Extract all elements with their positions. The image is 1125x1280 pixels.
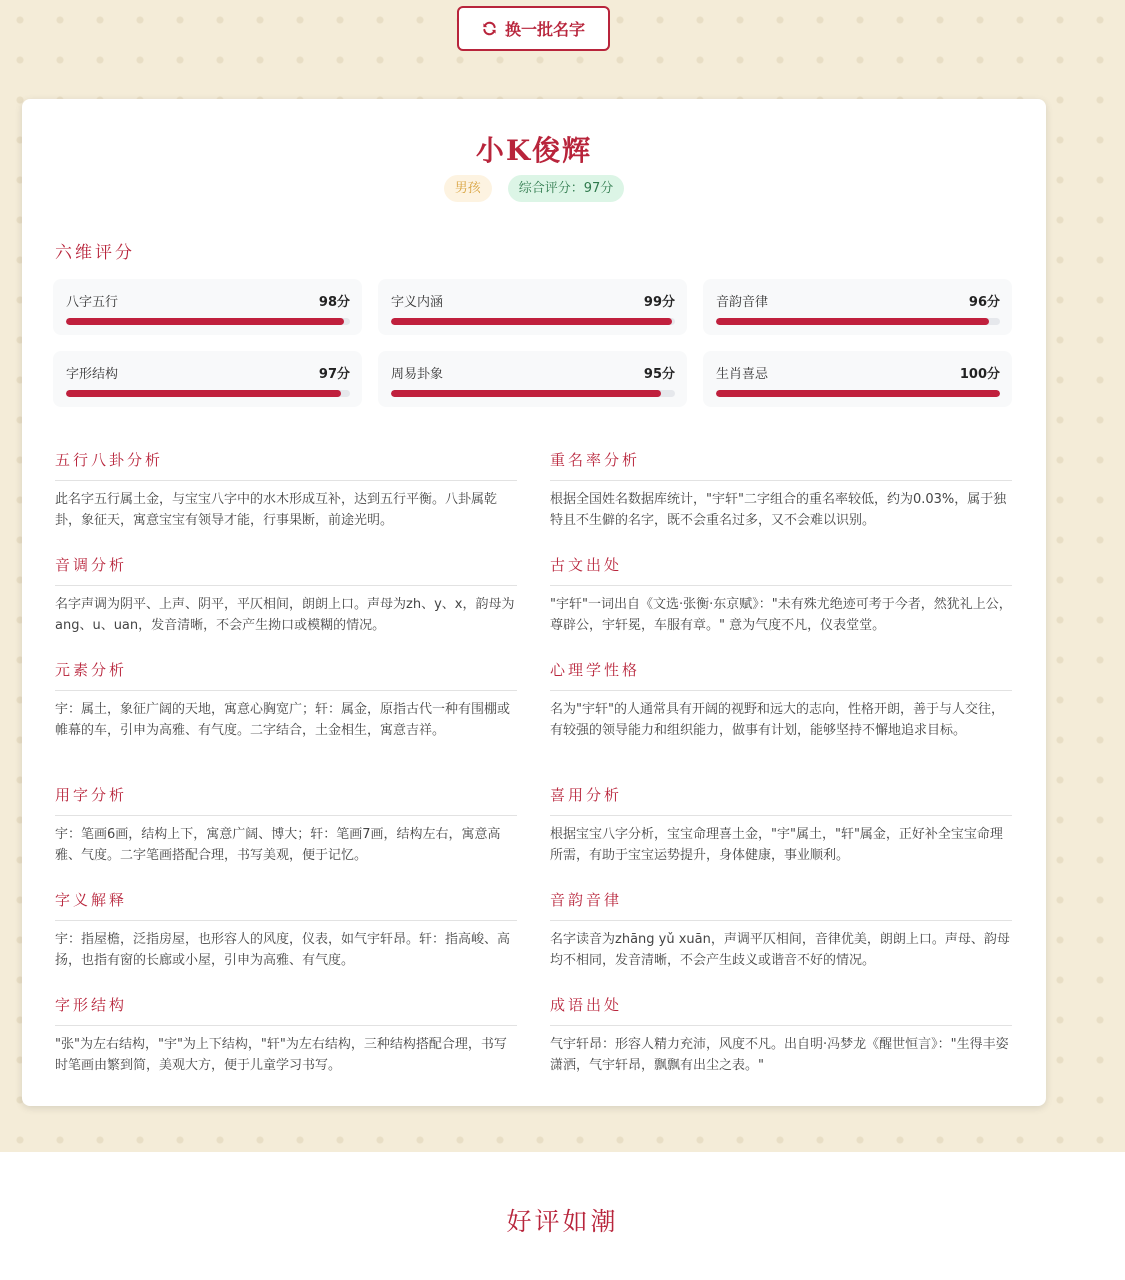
- score-bar-track: [716, 318, 1000, 325]
- analysis-text: 此名字五行属土金，与宝宝八字中的水木形成互补，达到五行平衡。八卦属乾卦，象征天，寓意宝宝有领导才能，行事果断，前途光明。: [55, 492, 498, 528]
- analysis-title: 成语出处: [550, 994, 1012, 1026]
- score-value: 96分: [968, 295, 1000, 310]
- score-label: 字义内涵: [391, 295, 444, 310]
- analysis-text: 名字读音为zhāng yǔ xuān，声调平仄相间，音律优美，朗朗上口。声母、韵母均不相同，发音清晰，不会产生歧义或谐音不好的情况。: [550, 932, 1010, 968]
- name-result-card: [22, 99, 1046, 1106]
- analysis-idiom-source: [550, 994, 1012, 1099]
- refresh-names-label: 换一批名字: [504, 22, 585, 39]
- score-bar-track: [66, 318, 350, 325]
- score-bar-fill: [391, 318, 672, 325]
- analysis-psychology: [550, 659, 1012, 784]
- analysis-text: 名字声调为阴平、上声、阴平，平仄相间，朗朗上口。声母为zh、y、x，韵母为ang、u、uan，发音清晰，不会产生拗口或模糊的情况。: [55, 597, 515, 633]
- score-value: 99分: [643, 295, 675, 310]
- analysis-title: 字义解释: [55, 889, 517, 921]
- score-item-glyph-structure: [53, 351, 362, 407]
- analysis-title: 元素分析: [55, 659, 517, 691]
- overall-score-badge: 综合评分：97分: [508, 175, 625, 202]
- analysis-tones: [55, 554, 517, 659]
- score-value: 100分: [959, 367, 1000, 382]
- score-bar-fill: [716, 390, 1000, 397]
- reviews-title: 好评如潮: [506, 1207, 619, 1236]
- refresh-names-button[interactable]: [457, 6, 610, 51]
- score-bar-fill: [66, 390, 341, 397]
- analysis-character-usage: [55, 784, 517, 889]
- analysis-elements: [55, 659, 517, 784]
- score-item-phonetics: [703, 279, 1012, 335]
- analysis-text: 宇：指屋檐，泛指房屋，也形容人的风度，仪表，如气宇轩昂。轩：指高峻、高扬，也指有窗的长廊或小屋，引申为高雅、有气度。: [55, 932, 511, 968]
- analysis-phonetic-rhythm: [550, 889, 1012, 994]
- analysis-title: 音调分析: [55, 554, 517, 586]
- score-bar-track: [391, 318, 675, 325]
- analysis-text: 根据宝宝八字分析，宝宝命理喜土金，"宇"属土，"轩"属金，正好补全宝宝命理所需，有助于宝宝运势提升，身体健康，事业顺利。: [550, 827, 1003, 863]
- refresh-icon: [482, 21, 497, 36]
- six-dimension-title: 六维评分: [55, 243, 135, 263]
- analysis-wuxing-bagua: [55, 449, 517, 554]
- gender-badge: 男孩: [444, 175, 492, 202]
- analysis-text: 根据全国姓名数据库统计，"宇轩"二字组合的重名率较低，约为0.03%，属于独特且不生僻的名字，既不会重名过多，又不会难以识别。: [550, 492, 1007, 528]
- analysis-favorable-elements: [550, 784, 1012, 889]
- analysis-title: 喜用分析: [550, 784, 1012, 816]
- score-label: 生肖喜忌: [716, 367, 769, 382]
- score-bar-fill: [66, 318, 344, 325]
- score-item-zodiac: [703, 351, 1012, 407]
- score-bar-fill: [391, 390, 661, 397]
- score-bar-fill: [716, 318, 989, 325]
- score-bar-track: [391, 390, 675, 397]
- analysis-glyph-structure: [55, 994, 517, 1099]
- analysis-sections: [55, 449, 1013, 1099]
- score-value: 98分: [318, 295, 350, 310]
- analysis-title: 重名率分析: [550, 449, 1012, 481]
- baby-name-title: 小K俊辉: [475, 134, 593, 167]
- analysis-title: 五行八卦分析: [55, 449, 517, 481]
- score-label: 周易卦象: [391, 367, 444, 382]
- analysis-text: 宇：属土，象征广阔的天地，寓意心胸宽广；轩：属金，原指古代一种有围棚或帷幕的车，引申为高雅、有气度。二字结合，土金相生，寓意吉祥。: [55, 702, 511, 738]
- analysis-title: 用字分析: [55, 784, 517, 816]
- score-item-bazi: [53, 279, 362, 335]
- score-value: 97分: [318, 367, 350, 382]
- analysis-text: 名为"宇轩"的人通常具有开阔的视野和远大的志向，性格开朗，善于与人交往，有较强的领导能力和组织能力，做事有计划，能够坚持不懈地追求目标。: [550, 702, 1004, 738]
- name-badges: [22, 175, 1046, 202]
- analysis-text: "张"为左右结构，"宇"为上下结构，"轩"为左右结构，三种结构搭配合理，书写时笔画由繁到简，美观大方，便于儿童学习书写。: [55, 1037, 507, 1073]
- score-bar-track: [66, 390, 350, 397]
- analysis-text: "宇轩"一词出自《文选·张衡·东京赋》："未有殊尤绝迹可考于今者，然犹礼上公，尊辟公，宇轩冕，车服有章。" 意为气度不凡，仪表堂堂。: [550, 597, 1012, 633]
- score-label: 字形结构: [66, 367, 119, 382]
- score-label: 八字五行: [66, 295, 119, 310]
- six-dimension-scores: [53, 279, 1013, 407]
- analysis-title: 古文出处: [550, 554, 1012, 586]
- analysis-title: 音韵音律: [550, 889, 1012, 921]
- score-label: 音韵音律: [716, 295, 769, 310]
- analysis-classical-source: [550, 554, 1012, 659]
- analysis-text: 宇：笔画6画，结构上下，寓意广阔、博大；轩：笔画7画，结构左右，寓意高雅、气度。二字笔画搭配合理，书写美观，便于记忆。: [55, 827, 501, 863]
- analysis-character-meaning: [55, 889, 517, 994]
- score-value: 95分: [643, 367, 675, 382]
- analysis-duplicate-rate: [550, 449, 1012, 554]
- score-item-iching: [378, 351, 687, 407]
- analysis-title: 心理学性格: [550, 659, 1012, 691]
- reviews-section: [0, 1152, 1125, 1280]
- score-item-meaning: [378, 279, 687, 335]
- analysis-title: 字形结构: [55, 994, 517, 1026]
- score-bar-track: [716, 390, 1000, 397]
- analysis-text: 气宇轩昂：形容人精力充沛，风度不凡。出自明·冯梦龙《醒世恒言》："生得丰姿潇洒，气宇轩昂，飘飘有出尘之表。": [550, 1037, 1009, 1073]
